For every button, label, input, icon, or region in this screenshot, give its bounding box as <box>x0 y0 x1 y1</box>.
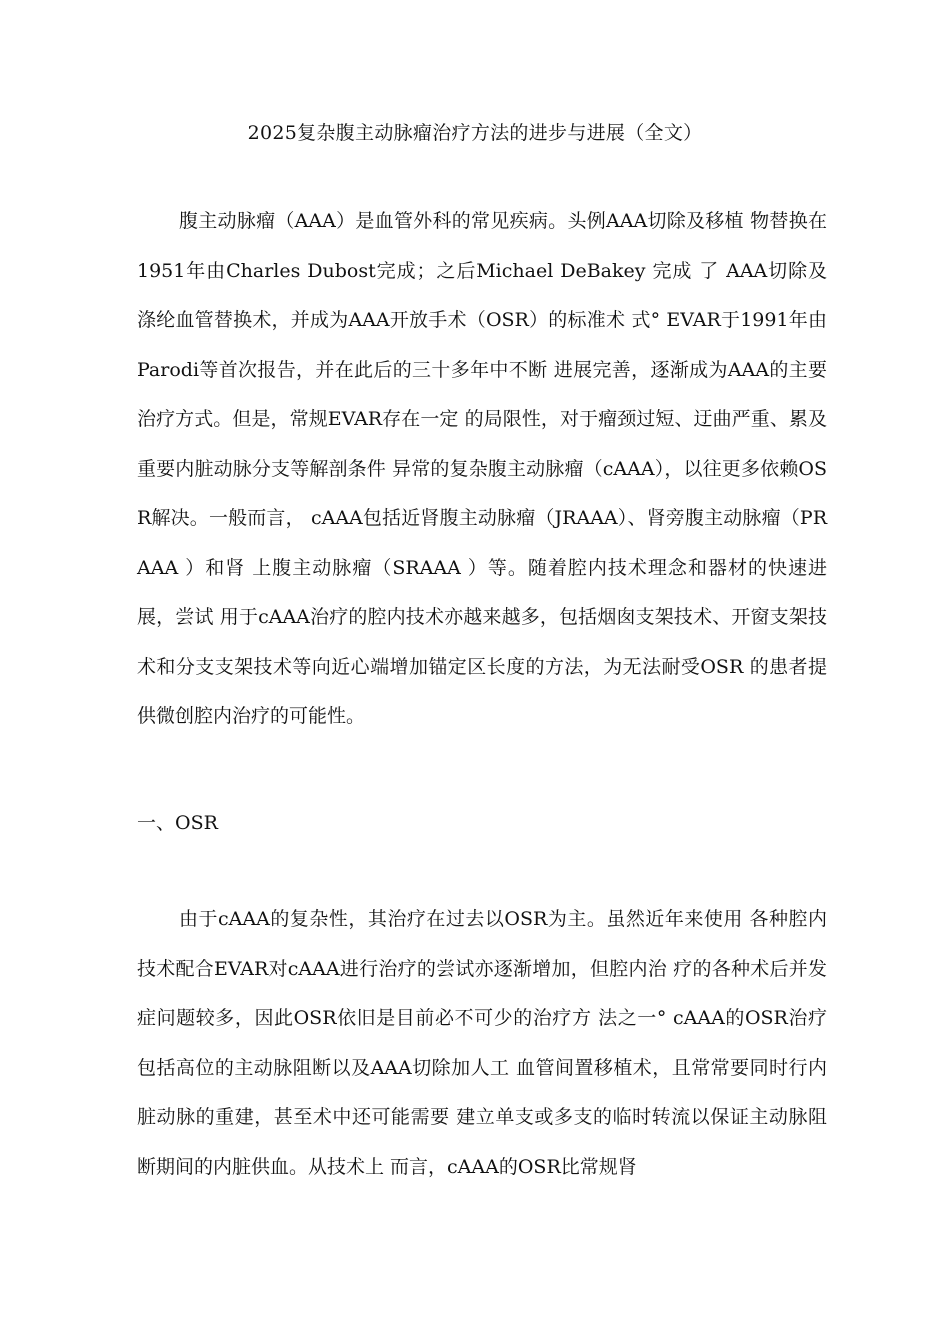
document-title: 2025复杂腹主动脉瘤治疗方法的进步与进展（全文） <box>247 122 703 144</box>
paragraph-osr: 由于cAAA的复杂性，其治疗在过去以OSR为主。虽然近年来使用 各种腔内技术配合EVAR对cAAA进行治疗的尝试亦逐渐增加，但腔内治 疗的各种术后并发症问题较多，因此OSR依旧是目前必不可少的治疗方 法之一° cAAA的OSR治疗包括高位的主动脉阻断以及AAA切除加人工 血管间置移植术，且常常要同时行内脏动脉的重建，甚至术中还可能需要 建立单支或多支的临时转流以保证主动脉阻断期间的内脏供血。从技术上 而言，cAAA的OSR比常规肾 <box>137 908 827 1178</box>
paragraph-intro: 腹主动脉瘤（AAA）是血管外科的常见疾病。头例AAA切除及移植 物替换在1951年由Charles Dubost完成；之后Michael DeBakey 完成 了 AAA切除及涤纶血管替换术，并成为AAA开放手术（OSR）的标准术 式° EVAR于1991年由Parodi等首次报告，并在此后的三十多年中不断 进展完善，逐渐成为AAA的主要治疗方式。但是，常规EVAR存在一定 的局限性，对于瘤颈过短、迂曲严重、累及重要内脏动脉分支等解剖条件 异常的复杂腹主动脉瘤（cAAA），以往更多依赖OSR解决。一般而言， cAAA包括近肾腹主动脉瘤（JRAAA）、肾旁腹主动脉瘤（PRAAA ）和肾 上腹主动脉瘤（SRAAA ）等。随着腔内技术理念和器材的快速进展，尝试 用于cAAA治疗的腔内技术亦越来越多，包括烟囱支架技术、开窗支架技 术和分支支架技术等向近心端增加锚定区长度的方法，为无法耐受OSR 的患者提供微创腔内治疗的可能性。 <box>137 210 827 727</box>
section-heading-osr: 一、OSR <box>137 812 218 834</box>
